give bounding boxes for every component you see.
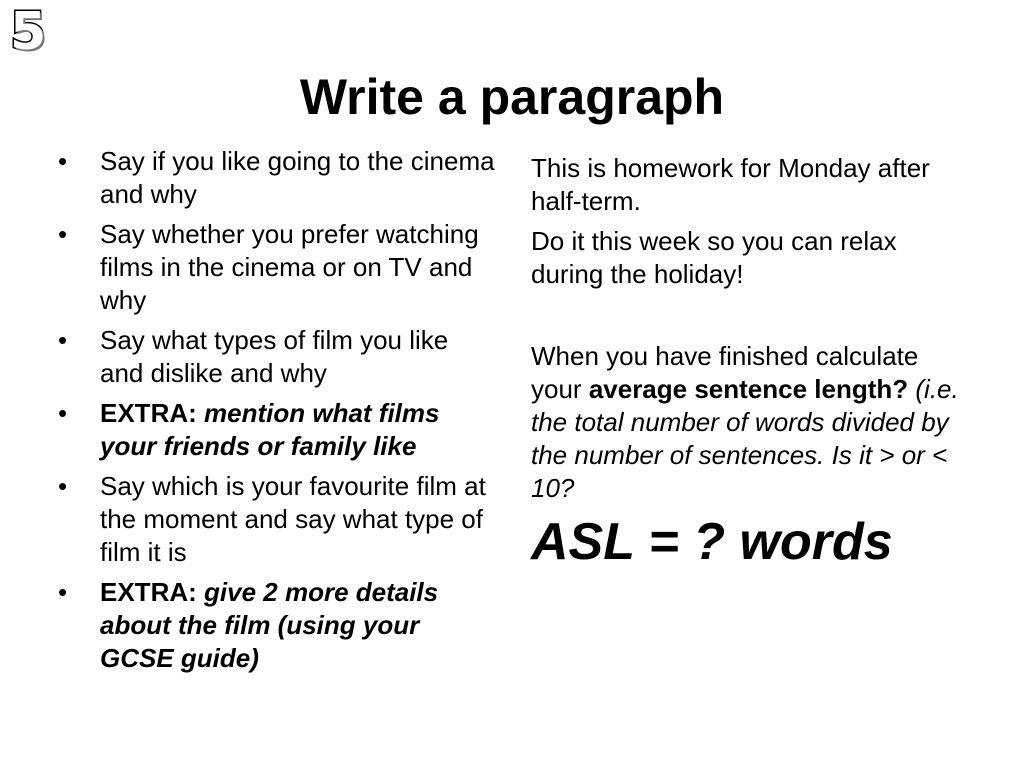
task-text: Say whether you prefer watching films in the cinema or on TV and why (100, 219, 479, 315)
task-text: Say which is your favourite film at the moment and say what type of film it is (100, 471, 486, 567)
homework-deadline: This is homework for Monday after half-term. (531, 153, 930, 216)
extra-label: EXTRA: (100, 398, 197, 428)
bullet-icon: • (58, 146, 68, 176)
task-item-extra (58, 576, 498, 675)
asl-explanation: (i.e. the total number of words divided by the number of sentences. Is it > or < 10? (531, 374, 959, 503)
task-list (58, 145, 498, 682)
bullet-icon: • (58, 325, 68, 355)
task-item (58, 218, 498, 317)
task-item-extra (58, 397, 498, 463)
bullet-icon: • (58, 577, 68, 607)
task-text: mention what films your friends or family like (100, 398, 440, 461)
asl-intro: When you have finished calculate your (531, 341, 919, 404)
task-text: Say what types of film you like and dislike and why (100, 325, 449, 388)
task-item (58, 470, 498, 569)
task-text: give 2 more details about the film (using your GCSE guide) (100, 577, 439, 673)
spacer (531, 298, 971, 340)
bullet-icon: • (58, 398, 68, 428)
extra-label: EXTRA: (100, 577, 197, 607)
task-item (58, 145, 498, 211)
asl-formula: ASL = ? words (531, 513, 893, 571)
bullet-icon: • (58, 471, 68, 501)
asl-instructions (531, 340, 971, 505)
asl-term: average sentence length? (588, 374, 909, 404)
homework-advice: Do it this week so you can relax during the holiday! (531, 226, 897, 289)
slide-number: 5 (10, 2, 47, 62)
task-text: Say if you like going to the cinema and why (100, 146, 495, 209)
bullet-icon: • (58, 219, 68, 249)
homework-notes (531, 152, 971, 572)
slide-title: Write a paragraph (299, 69, 725, 125)
task-item (58, 324, 498, 390)
